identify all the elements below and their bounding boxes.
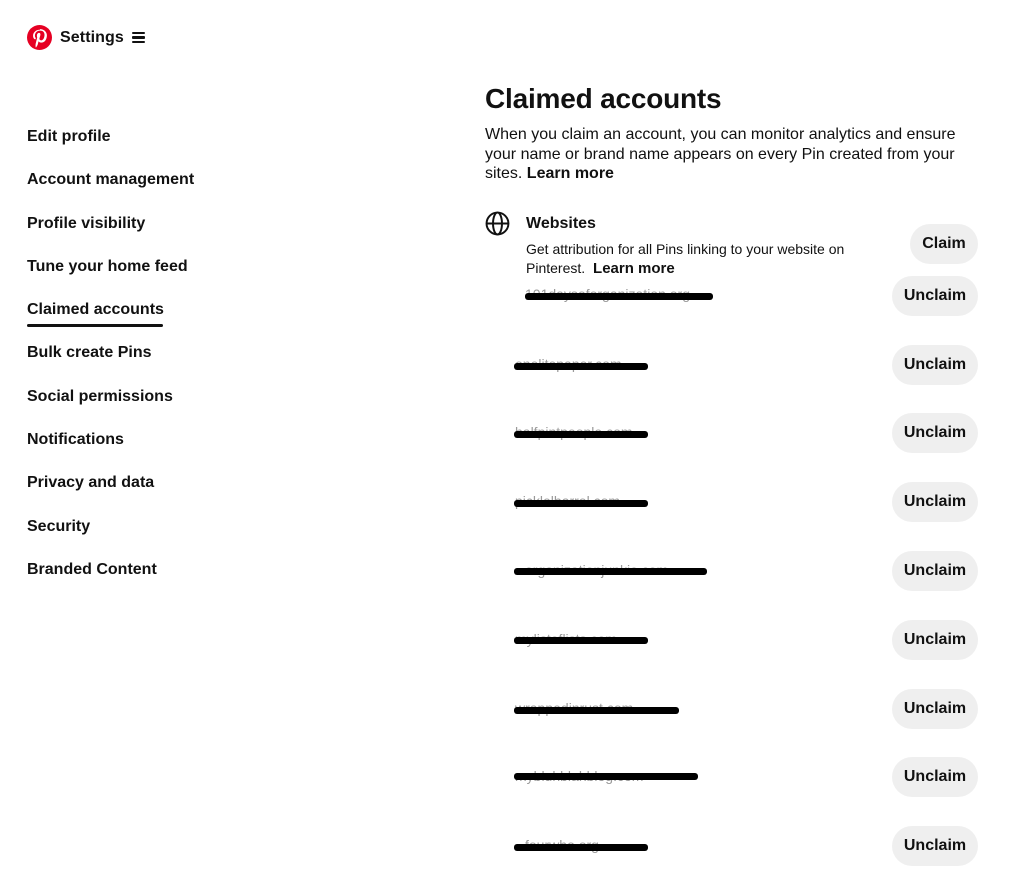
- redaction-bar: [514, 773, 698, 780]
- learn-more-link[interactable]: Learn more: [526, 165, 614, 182]
- unclaim-button[interactable]: Unclaim: [892, 276, 978, 316]
- list-item: [485, 757, 980, 797]
- globe-icon: [485, 211, 510, 236]
- redaction-bar: [514, 431, 648, 438]
- unclaim-button[interactable]: Unclaim: [892, 482, 978, 522]
- sidebar-item-profile-visibility[interactable]: Profile visibility: [27, 214, 146, 232]
- websites-description: [526, 240, 871, 278]
- sidebar-item-account-management[interactable]: Account management: [27, 171, 195, 189]
- redaction-bar: [525, 293, 713, 300]
- main-content: [485, 82, 985, 184]
- list-item: [485, 551, 980, 591]
- sidebar-item-bulk-create-pins[interactable]: Bulk create Pins: [27, 344, 152, 362]
- pinterest-logo-icon[interactable]: [27, 25, 52, 50]
- list-item: [485, 826, 980, 866]
- redaction-bar: [514, 637, 648, 644]
- unclaim-button[interactable]: Unclaim: [892, 757, 978, 797]
- redaction-bar: [514, 568, 707, 575]
- unclaim-button[interactable]: Unclaim: [892, 413, 978, 453]
- description-text: When you claim an account, you can monitor analytics and ensure your name or brand name appears on every Pin created from your sites.: [485, 126, 956, 182]
- redaction-bar: [514, 500, 648, 507]
- hamburger-icon[interactable]: [132, 32, 145, 44]
- active-tab-underline: [27, 324, 163, 327]
- claim-button[interactable]: Claim: [910, 224, 978, 264]
- unclaim-button[interactable]: Unclaim: [892, 345, 978, 385]
- settings-sidebar: [27, 124, 194, 600]
- section-heading: Claimed accounts: [485, 83, 722, 114]
- list-item: [485, 482, 980, 522]
- list-item: [485, 689, 980, 729]
- page-title: Settings: [60, 28, 124, 46]
- sidebar-item-notifications[interactable]: Notifications: [27, 431, 124, 449]
- header: [27, 25, 145, 50]
- websites-title: Websites: [526, 215, 596, 232]
- sidebar-item-claimed-accounts[interactable]: Claimed accounts: [27, 301, 164, 319]
- list-item: [485, 345, 980, 385]
- unclaim-button[interactable]: Unclaim: [892, 551, 978, 591]
- list-item: [485, 413, 980, 453]
- redaction-bar: [514, 844, 648, 851]
- unclaim-button[interactable]: Unclaim: [892, 826, 978, 866]
- redaction-bar: [514, 363, 648, 370]
- unclaim-button[interactable]: Unclaim: [892, 620, 978, 660]
- section-description: [485, 125, 980, 184]
- list-item: [485, 276, 980, 316]
- sidebar-item-privacy-and-data[interactable]: Privacy and data: [27, 474, 155, 492]
- sidebar-item-tune-home-feed[interactable]: Tune your home feed: [27, 257, 188, 275]
- sidebar-item-branded-content[interactable]: Branded Content: [27, 560, 157, 578]
- list-item: [485, 620, 980, 660]
- unclaim-button[interactable]: Unclaim: [892, 689, 978, 729]
- websites-learn-more-link[interactable]: Learn more: [593, 260, 675, 277]
- sidebar-item-edit-profile[interactable]: Edit profile: [27, 128, 111, 145]
- sidebar-item-security[interactable]: Security: [27, 517, 91, 535]
- redaction-bar: [514, 707, 679, 714]
- websites-description-text: Get attribution for all Pins linking to your website on Pinterest.: [526, 241, 845, 276]
- sidebar-item-social-permissions[interactable]: Social permissions: [27, 387, 173, 405]
